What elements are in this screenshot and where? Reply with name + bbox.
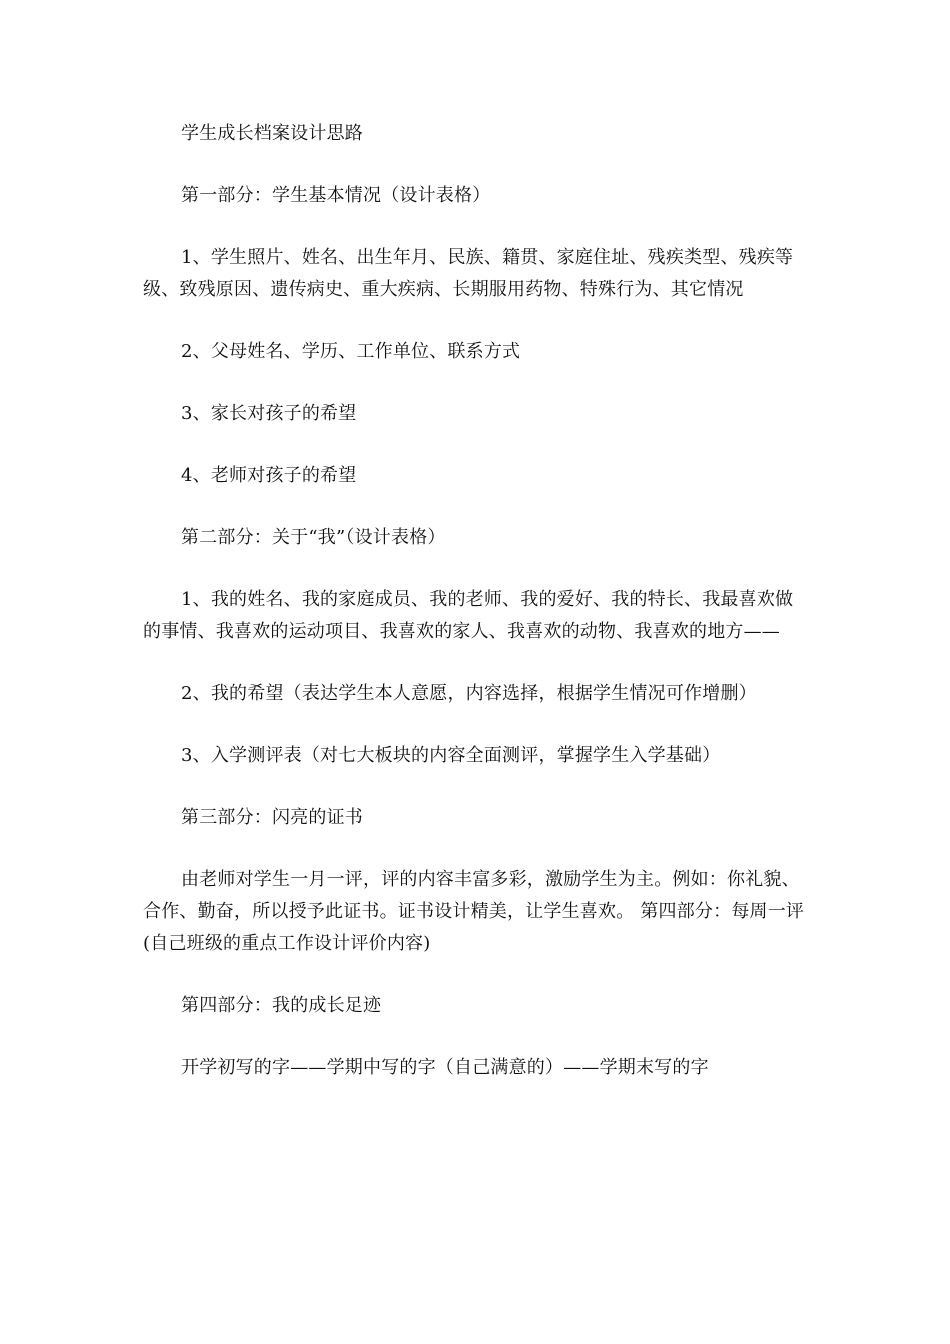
- paragraph-part1-item-2: 2、父母姓名、学历、工作单位、联系方式: [181, 341, 521, 362]
- paragraph-part2-item-3: 3、入学测评表（对七大板块的内容全面测评，掌握学生入学基础）: [181, 745, 721, 766]
- document-title: 学生成长档案设计思路: [181, 123, 363, 144]
- paragraph-part1-item-3: 3、家长对孩子的希望: [181, 403, 357, 424]
- document-body: [143, 118, 811, 1114]
- paragraph-part1-item-1: 1、学生照片、姓名、出生年月、民族、籍贯、家庭住址、残疾类型、残疾等级、致残原因、遗传病史、重大疾病、长期服用药物、特殊行为、其它情况: [143, 247, 794, 300]
- paragraph-part1-item-4: 4、老师对孩子的希望: [181, 465, 357, 486]
- paragraph-part4-body: 开学初写的字——学期中写的字（自己满意的）——学期末写的字: [181, 1057, 709, 1078]
- section-heading-part-1: 第一部分：学生基本情况（设计表格）: [181, 185, 491, 206]
- paragraph-part3-body: 由老师对学生一月一评，评的内容丰富多彩，激励学生为主。例如：你礼貌、合作、勤奋，所以授予此证书。证书设计精美，让学生喜欢。 第四部分：每周一评(自己班级的重点工作设计评价内容): [143, 869, 805, 954]
- section-heading-part-4: 第四部分：我的成长足迹: [181, 995, 382, 1016]
- section-heading-part-2: 第二部分：关于“我”（设计表格）: [181, 527, 446, 548]
- paragraph-part2-item-1: 1、我的姓名、我的家庭成员、我的老师、我的爱好、我的特长、我最喜欢做的事情、我喜欢的运动项目、我喜欢的家人、我喜欢的动物、我喜欢的地方——: [143, 589, 794, 642]
- section-heading-part-3: 第三部分：闪亮的证书: [181, 807, 363, 828]
- paragraph-part2-item-2: 2、我的希望（表达学生本人意愿，内容选择，根据学生情况可作增删）: [181, 683, 757, 704]
